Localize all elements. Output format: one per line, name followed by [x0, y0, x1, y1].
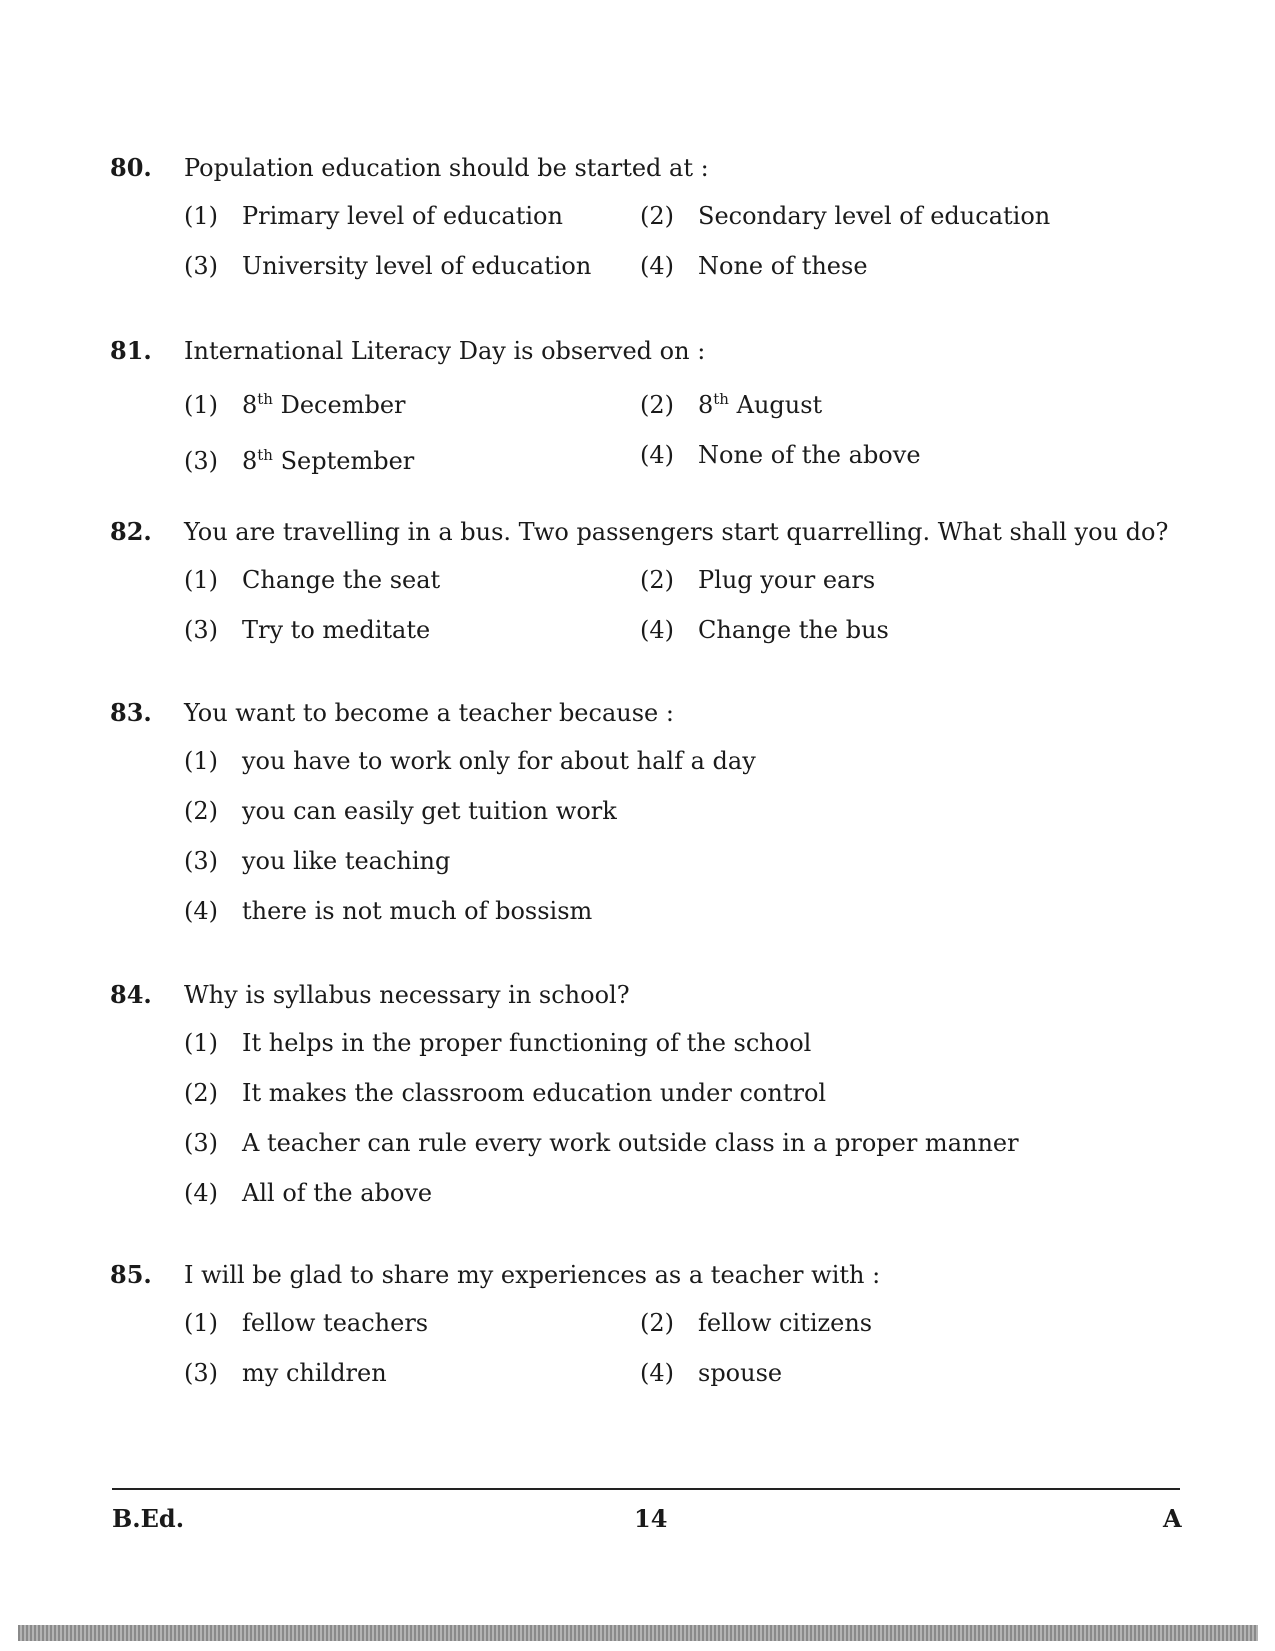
option-3 — [184, 251, 640, 281]
question-text: You are travelling in a bus. Two passengers start quarrelling. What shall you do? — [184, 518, 1169, 546]
option-2 — [640, 1308, 1060, 1338]
option-2 — [184, 1078, 1180, 1108]
question-84 — [110, 980, 1180, 1208]
option-4 — [640, 1358, 1060, 1388]
option-text: 8th August — [698, 390, 823, 419]
option-text: None of these — [698, 252, 868, 280]
option-4 — [640, 440, 1060, 476]
scan-edge-strip — [18, 1625, 1258, 1641]
options — [184, 384, 1180, 476]
option-4 — [640, 615, 1060, 645]
option-text: spouse — [698, 1359, 783, 1387]
option-text: fellow teachers — [242, 1309, 429, 1337]
option-number: (1) — [184, 391, 218, 419]
option-1 — [184, 201, 640, 231]
option-number: (3) — [184, 616, 218, 644]
option-3 — [184, 440, 640, 476]
question-83 — [110, 698, 1180, 926]
option-4 — [184, 1178, 1180, 1208]
option-number: (4) — [640, 1359, 674, 1387]
options — [184, 746, 1180, 926]
option-text: you like teaching — [242, 847, 451, 875]
option-text: 8th December — [242, 390, 406, 419]
option-text: It helps in the proper functioning of the school — [242, 1029, 812, 1057]
option-number: (2) — [640, 566, 674, 594]
options — [184, 201, 1180, 281]
option-4 — [184, 896, 1180, 926]
options — [184, 1308, 1180, 1388]
option-number: (4) — [640, 441, 674, 469]
option-number: (3) — [184, 447, 218, 475]
option-1 — [184, 1028, 1180, 1058]
option-text: 8th September — [242, 446, 415, 475]
option-text: Try to meditate — [242, 616, 431, 644]
option-number: (1) — [184, 1029, 218, 1057]
question-text: You want to become a teacher because : — [184, 699, 674, 727]
option-text: Change the seat — [242, 566, 441, 594]
option-4 — [640, 251, 1060, 281]
option-3 — [184, 1128, 1180, 1158]
question-number: 83. — [110, 698, 152, 727]
question-number: 84. — [110, 980, 152, 1009]
option-1 — [184, 746, 1180, 776]
footer-course-label: B.Ed. — [112, 1504, 185, 1533]
option-number: (2) — [184, 1079, 218, 1107]
option-3 — [184, 615, 640, 645]
option-number: (2) — [640, 1309, 674, 1337]
question-number: 81. — [110, 336, 152, 365]
option-3 — [184, 1358, 640, 1388]
question-text: Why is syllabus necessary in school? — [184, 981, 630, 1009]
option-text: there is not much of bossism — [242, 897, 593, 925]
option-number: (1) — [184, 566, 218, 594]
option-text: University level of education — [242, 252, 592, 280]
question-text: I will be glad to share my experiences as a teacher with : — [184, 1261, 881, 1289]
option-number: (3) — [184, 1359, 218, 1387]
options — [184, 1028, 1180, 1208]
option-number: (1) — [184, 202, 218, 230]
option-number: (3) — [184, 252, 218, 280]
option-text: you can easily get tuition work — [242, 797, 617, 825]
question-number: 80. — [110, 153, 152, 182]
option-text: None of the above — [698, 441, 921, 469]
question-82 — [110, 517, 1180, 645]
question-text: Population education should be started at : — [184, 154, 709, 182]
page-number: 14 — [634, 1504, 668, 1533]
option-text: Plug your ears — [698, 566, 876, 594]
option-1 — [184, 565, 640, 595]
option-number: (4) — [640, 616, 674, 644]
option-text: Change the bus — [698, 616, 889, 644]
question-85 — [110, 1260, 1180, 1388]
option-number: (3) — [184, 1129, 218, 1157]
option-1 — [184, 1308, 640, 1338]
option-number: (2) — [640, 202, 674, 230]
options — [184, 565, 1180, 645]
question-text: International Literacy Day is observed on : — [184, 337, 706, 365]
option-number: (3) — [184, 847, 218, 875]
option-text: It makes the classroom education under control — [242, 1079, 827, 1107]
footer-divider — [112, 1488, 1180, 1490]
question-81 — [110, 336, 1180, 476]
option-text: Secondary level of education — [698, 202, 1051, 230]
option-text: fellow citizens — [698, 1309, 873, 1337]
option-number: (4) — [184, 897, 218, 925]
option-text: All of the above — [242, 1179, 433, 1207]
option-number: (2) — [640, 391, 674, 419]
option-text: my children — [242, 1359, 387, 1387]
question-80 — [110, 153, 1180, 281]
option-number: (4) — [184, 1179, 218, 1207]
option-2 — [184, 796, 1180, 826]
option-number: (4) — [640, 252, 674, 280]
option-text: Primary level of education — [242, 202, 563, 230]
question-number: 85. — [110, 1260, 152, 1289]
option-number: (1) — [184, 1309, 218, 1337]
option-2 — [640, 384, 1060, 420]
option-number: (1) — [184, 747, 218, 775]
option-3 — [184, 846, 1180, 876]
option-text: you have to work only for about half a day — [242, 747, 756, 775]
option-text: A teacher can rule every work outside class in a proper manner — [242, 1129, 1019, 1157]
question-number: 82. — [110, 517, 152, 546]
option-2 — [640, 201, 1060, 231]
option-number: (2) — [184, 797, 218, 825]
option-1 — [184, 384, 640, 420]
booklet-series: A — [1163, 1504, 1182, 1533]
option-2 — [640, 565, 1060, 595]
